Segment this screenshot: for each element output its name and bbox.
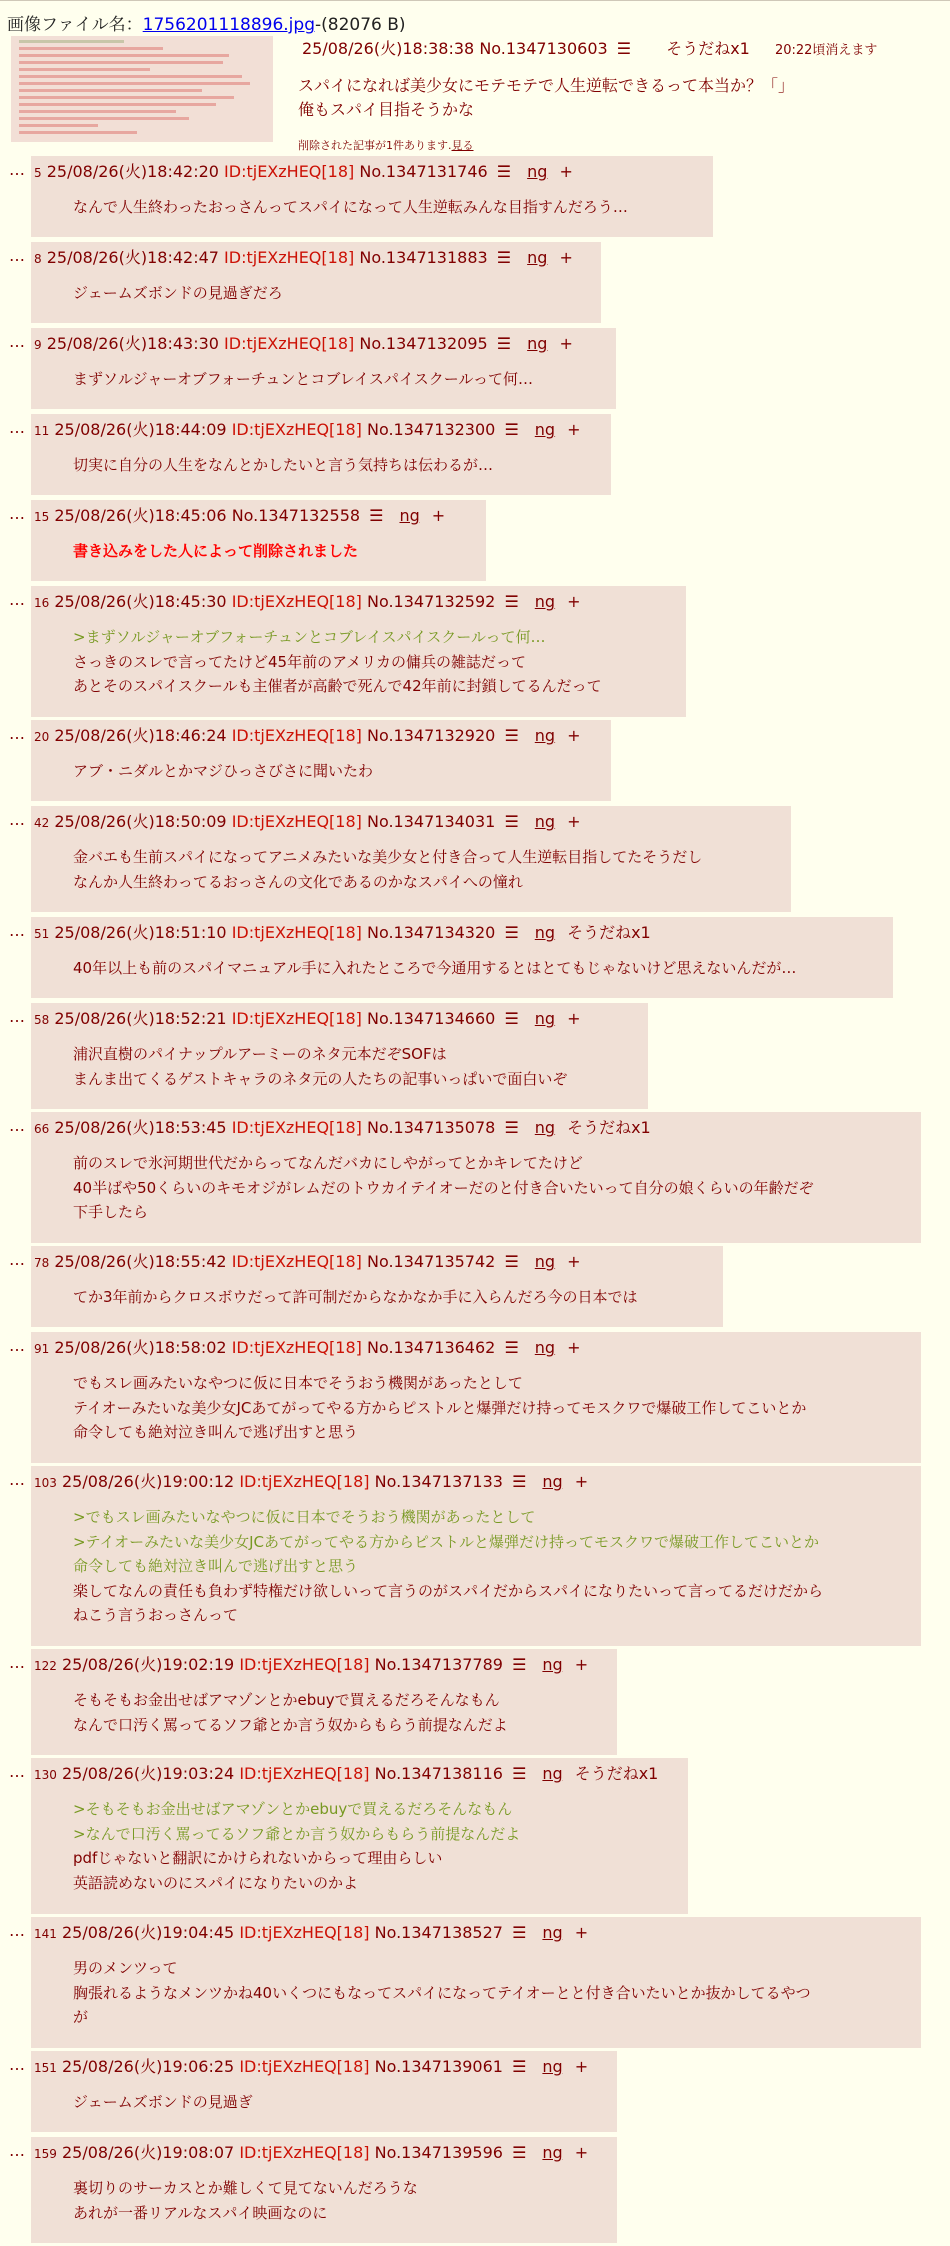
sodane-plus-button[interactable]: + [559,248,573,267]
body-line: あれが一番リアルなスパイ映画なのに [73,2203,328,2222]
file-size: -(82076 B) [315,15,406,35]
sodane-plus-button[interactable]: + [574,1472,589,1491]
ng-button[interactable]: ng [542,1923,563,1942]
reply-date: 25/08/26(火)19:06:25 [62,2057,235,2076]
ng-button[interactable]: ng [527,334,548,353]
reply-number[interactable]: No.1347132558 [231,506,361,525]
reply-box [31,242,601,323]
body-line: テイオーみたいな美少女JCあてがってやる方からピストルと爆弾だけ持ってモスクワで爆破工作してこいとか [73,1398,807,1417]
reply-index: 151 [34,2061,57,2075]
body-line: なんで口汚く罵ってるソフ爺とか言う奴からもらう前提なんだよ [73,1715,508,1734]
sodane-plus-button[interactable]: + [567,1009,581,1028]
reply-number[interactable]: No.1347134320 [366,923,496,942]
reply-menu-icon[interactable]: ☰ [512,1472,527,1491]
file-label: 画像ファイル名： [7,15,143,35]
file-info [7,10,406,35]
op-date: 25/08/26(火)18:38:38 [302,39,475,58]
ng-button[interactable]: ng [542,2143,563,2162]
body-line: 英語読めないのにスパイになりたいのかよ [73,1873,359,1892]
reply-header [34,2054,588,2077]
sodane-plus-button[interactable]: + [567,592,581,611]
reply-post [0,2137,950,2243]
reply-header [34,1249,580,1272]
deleted-note-text: 削除された記事が1件あります. [298,139,452,152]
reply-post [0,1649,950,1755]
reply-dots: … [9,2141,25,2160]
reply-menu-icon[interactable]: ☰ [504,1252,519,1271]
reply-number[interactable]: No.1347139061 [374,2057,503,2076]
reply-date: 25/08/26(火)18:43:30 [46,334,219,353]
reply-dots: … [9,1007,25,1026]
ng-button[interactable]: ng [534,923,556,942]
ng-button[interactable]: ng [534,1252,556,1271]
reply-dots: … [9,1470,25,1489]
body-line: さっきのスレで言ってたけど45年前のアメリカの傭兵の雑誌だって [73,652,527,671]
reply-header [34,1761,658,1784]
body-line: 40半ばや50くらいのキモオジがレムだのトウカイテイオーだのと付き合いたいって自分の娘くらいの年齢だぞ [73,1178,814,1197]
reply-index: 15 [34,510,50,524]
reply-menu-icon[interactable]: ☰ [504,726,519,745]
sodane-plus-button[interactable]: + [567,1252,581,1271]
body-line: 楽してなんの責任も負わず特権だけ欲しいって言うのがスパイだからスパイになりたいって言ってるだけだから [73,1581,824,1600]
body-line: てか3年前からクロスボウだって許可制だからなかなか手に入らんだろ今の日本では [73,1288,638,1306]
reply-header [34,159,573,182]
body-line: 男のメンツって [73,1959,178,1977]
reply-box [31,414,611,495]
reply-id[interactable]: ID:tjEXzHEQ[18] [239,1655,370,1674]
reply-header [34,723,580,746]
quote-line: >そもそもお金出せばアマゾンとかebuyで買えるだろそんなもん [73,1800,513,1818]
reply-dots: … [9,1250,25,1269]
reply-dots: … [9,1921,25,1940]
quote-line: >でもスレ画みたいなやつに仮に日本でそうおう機関があったとして [73,1508,536,1526]
reply-menu-icon[interactable]: ☰ [512,2143,527,2162]
reply-header [34,1115,651,1138]
reply-date: 25/08/26(火)18:50:09 [54,812,227,831]
reply-box [31,1003,648,1109]
reply-dots: … [9,810,25,829]
sodane-plus-button[interactable]: + [567,726,581,745]
reply-dots: … [9,590,25,609]
reply-post [0,1112,950,1243]
body-line: ねこう言うおっさんって [73,1606,239,1624]
ng-button[interactable]: ng [534,420,556,439]
reply-id[interactable]: ID:tjEXzHEQ[18] [231,726,362,745]
reply-date: 25/08/26(火)18:46:24 [54,726,227,745]
sodane-count-button[interactable]: そうだねx1 [567,923,651,942]
ng-button[interactable]: ng [527,248,548,267]
reply-date: 25/08/26(火)18:45:06 [54,506,227,525]
reply-number[interactable]: No.1347132592 [366,592,496,611]
reply-header [34,1335,580,1358]
reply-header [34,1006,580,1029]
reply-id[interactable]: ID:tjEXzHEQ[18] [239,2143,370,2162]
reply-box [31,917,893,998]
quote-line: >なんで口汚く罵ってるソフ爺とか言う奴からもらう前提なんだよ [73,1824,521,1843]
reply-box [31,1758,688,1914]
quote-line: 命令しても絶対泣き叫んで逃げ出すと思う [73,1557,359,1575]
reply-date: 25/08/26(火)19:02:19 [62,1655,235,1674]
sodane-plus-button[interactable]: + [567,420,581,439]
reply-id[interactable]: ID:tjEXzHEQ[18] [239,2057,370,2076]
reply-dots: … [9,418,25,437]
op-header [302,36,877,59]
sodane-plus-button[interactable]: + [567,1338,581,1357]
ng-button[interactable]: ng [534,1118,556,1137]
reply-menu-icon[interactable]: ☰ [496,334,512,353]
reply-id[interactable]: ID:tjEXzHEQ[18] [239,1472,370,1491]
reply-post [0,1758,950,1914]
reply-date: 25/08/26(火)18:45:30 [54,592,227,611]
reply-id[interactable]: ID:tjEXzHEQ[18] [231,1252,362,1271]
reply-index: 130 [34,1768,57,1782]
reply-box [31,2137,617,2243]
reply-number[interactable]: No.1347132300 [366,420,496,439]
reply-box [31,1466,921,1646]
deleted-message: 書き込みをした人によって削除されました [73,542,359,560]
body-line: まずソルジャーオブフォーチュンとコブレイスパイスクールって何… [73,370,533,388]
op-line: スパイになれば美少女にモテモテで人生逆転できるって本当か？「」 [298,76,795,95]
reply-id[interactable]: ID:tjEXzHEQ[18] [239,1764,370,1783]
reply-menu-icon[interactable]: ☰ [369,506,384,525]
reply-index: 16 [34,596,50,610]
body-line: 前のスレで氷河期世代だからってなんだバカにしやがってとかキレてたけど [73,1154,583,1172]
reply-header [34,589,580,612]
ng-button[interactable]: ng [542,1764,563,1783]
reply-post [0,720,950,801]
reply-index: 122 [34,1659,57,1673]
reply-index: 20 [34,730,50,744]
reply-id[interactable]: ID:tjEXzHEQ[18] [224,248,355,267]
reply-date: 25/08/26(火)18:53:45 [54,1118,227,1137]
sodane-plus-button[interactable]: + [574,2057,589,2076]
ng-button[interactable]: ng [399,506,420,525]
reply-id[interactable]: ID:tjEXzHEQ[18] [224,334,355,353]
reply-box [31,1112,921,1243]
reply-menu-icon[interactable]: ☰ [504,1338,519,1357]
body-line: 下手したら [73,1203,149,1221]
op-thumbnail[interactable] [11,36,273,142]
reply-box [31,1649,617,1755]
reply-header [34,245,573,268]
reply-post [0,1917,950,2048]
reply-number[interactable]: No.1347139596 [374,2143,503,2162]
ng-button[interactable]: ng [534,726,556,745]
reply-index: 5 [34,166,42,180]
reply-index: 91 [34,1342,50,1356]
reply-menu-icon[interactable]: ☰ [504,592,519,611]
ng-button[interactable]: ng [534,592,556,611]
reply-date: 25/08/26(火)19:00:12 [62,1472,235,1491]
reply-index: 66 [34,1122,50,1136]
reply-box [31,1332,921,1463]
sodane-plus-button[interactable]: + [574,1655,589,1674]
reply-menu-icon[interactable]: ☰ [512,2057,527,2076]
reply-post [0,586,950,717]
body-line: 金バエも生前スパイになってアニメみたいな美少女と付き合って人生逆転目指してたそうだし [73,848,703,866]
reply-number[interactable]: No.1347132095 [359,334,488,353]
reply-index: 159 [34,2147,57,2161]
reply-number[interactable]: No.1347134660 [366,1009,496,1028]
reply-menu-icon[interactable]: ☰ [512,1655,527,1674]
ng-button[interactable]: ng [534,1009,556,1028]
reply-id[interactable]: ID:tjEXzHEQ[18] [231,1009,362,1028]
reply-box [31,1917,921,2048]
reply-number[interactable]: No.1347138527 [374,1923,503,1942]
reply-post [0,2051,950,2132]
reply-post [0,1003,950,1109]
reply-index: 51 [34,927,50,941]
reply-post [0,1466,950,1646]
reply-dots: … [9,160,25,179]
op-line: 俺もスパイ目指そうかな [298,100,475,119]
reply-menu-icon[interactable]: ☰ [504,1118,519,1137]
reply-date: 25/08/26(火)19:08:07 [62,2143,235,2162]
reply-menu-icon[interactable]: ☰ [504,923,519,942]
body-line: 浦沢直樹のパイナップルアーミーのネタ元本だぞSOFは [73,1045,447,1063]
reply-header [34,2140,588,2163]
body-line: ジェームズボンドの見過ぎだろ [73,284,283,302]
reply-box [31,2051,617,2132]
ng-button[interactable]: ng [534,1338,556,1357]
reply-number[interactable]: No.1347137789 [374,1655,503,1674]
reply-menu-icon[interactable]: ☰ [496,162,512,181]
reply-menu-icon[interactable]: ☰ [512,1923,527,1942]
reply-header [34,417,580,440]
body-line: 胸張れるようなメンツかね40いくつにもなってスパイになってテイオーとと付き合いたいとか抜かしてるやつ [73,1983,811,2002]
reply-box [31,156,713,237]
ng-button[interactable]: ng [527,162,548,181]
body-line: そもそもお金出せばアマゾンとかebuyで買えるだろそんなもん [73,1691,500,1709]
op-expire-text: 20:22頃消えます [774,43,878,58]
body-line: あとそのスパイスクールも主催者が高齢で死んで42年前に封鎖してるんだって [73,677,602,695]
reply-date: 25/08/26(火)19:04:45 [62,1923,235,1942]
sodane-plus-button[interactable]: + [567,812,581,831]
reply-id[interactable]: ID:tjEXzHEQ[18] [231,420,362,439]
reply-dots: … [9,1336,25,1355]
reply-menu-icon[interactable]: ☰ [504,420,519,439]
reply-post [0,500,950,581]
reply-index: 103 [34,1476,57,1490]
body-line: が [73,2008,89,2026]
reply-dots: … [9,246,25,265]
reply-date: 25/08/26(火)18:52:21 [54,1009,227,1028]
body-line: 切実に自分の人生をなんとかしたいと言う気持ちは伝わるが… [73,456,494,474]
reply-header [34,1652,588,1675]
reply-post [0,806,950,912]
reply-header [34,920,651,943]
reply-dots: … [9,1116,25,1135]
reply-date: 25/08/26(火)18:42:47 [46,248,219,267]
reply-box [31,500,486,581]
reply-number[interactable]: No.1347135742 [366,1252,496,1271]
body-line: なんで人生終わったおっさんってスパイになって人生逆転みんな目指すんだろう… [73,198,628,216]
reply-number[interactable]: No.1347131883 [359,248,488,267]
reply-post [0,156,950,237]
reply-number[interactable]: No.1347132920 [366,726,496,745]
body-line: 裏切りのサーカスとか難しくて見てないんだろうな [73,2179,418,2197]
reply-menu-icon[interactable]: ☰ [504,1009,519,1028]
reply-date: 25/08/26(火)18:42:20 [46,162,219,181]
reply-post [0,328,950,409]
quote-line: >テイオーみたいな美少女JCあてがってやる方からピストルと爆弾だけ持ってモスクワで爆破工作してこいとか [73,1532,819,1551]
op-sodane-button[interactable]: そうだねx1 [666,39,750,58]
body-line: でもスレ画みたいなやつに仮に日本でそうおう機関があったとして [73,1374,523,1392]
reply-dots: … [9,2055,25,2074]
deleted-note [298,137,474,153]
reply-dots: … [9,1762,25,1781]
body-line: まんま出てくるゲストキャラのネタ元の人たちの記事いっぱいで面白いぞ [73,1069,568,1088]
sodane-plus-button[interactable]: + [559,334,573,353]
reply-box [31,1246,723,1327]
reply-id[interactable]: ID:tjEXzHEQ[18] [239,1923,370,1942]
reply-index: 11 [34,424,50,438]
reply-post [0,242,950,323]
reply-header [34,331,573,354]
reply-post [0,1246,950,1327]
reply-dots: … [9,1653,25,1672]
reply-id[interactable]: ID:tjEXzHEQ[18] [231,812,362,831]
reply-number[interactable]: No.1347138116 [374,1764,503,1783]
reply-number[interactable]: No.1347131746 [359,162,488,181]
reply-index: 58 [34,1013,50,1027]
reply-date: 25/08/26(火)19:03:24 [62,1764,235,1783]
body-line: 命令しても絶対泣き叫んで逃げ出すと思う [73,1423,359,1441]
op-menu-icon[interactable]: ☰ [616,39,632,58]
reply-box [31,586,686,717]
reply-number[interactable]: No.1347135078 [366,1118,496,1137]
body-line: アブ・ニダルとかマジひっさびさに聞いたわ [73,762,374,780]
reply-box [31,806,791,912]
reply-dots: … [9,724,25,743]
ng-button[interactable]: ng [534,812,556,831]
reply-menu-icon[interactable]: ☰ [512,1764,527,1783]
reply-date: 25/08/26(火)18:51:10 [54,923,227,942]
sodane-plus-button[interactable]: + [574,2143,589,2162]
body-line: pdfじゃないと翻訳にかけられないからって理由らしい [73,1849,443,1867]
quote-line: >まずソルジャーオブフォーチュンとコブレイスパイスクールって何… [73,628,546,646]
deleted-show-link[interactable]: 見る [451,139,474,152]
reply-number[interactable]: No.1347137133 [374,1472,503,1491]
op-number[interactable]: No.1347130603 [479,39,608,58]
ng-button[interactable]: ng [542,1472,563,1491]
reply-index: 141 [34,1927,57,1941]
reply-index: 78 [34,1256,50,1270]
body-line: ジェームズボンドの見過ぎ [73,2093,253,2111]
reply-id[interactable]: ID:tjEXzHEQ[18] [231,1338,362,1357]
reply-post [0,414,950,495]
reply-header [34,1469,588,1492]
reply-post [0,917,950,998]
reply-date: 25/08/26(火)18:58:02 [54,1338,227,1357]
reply-index: 9 [34,338,42,352]
reply-id[interactable]: ID:tjEXzHEQ[18] [231,1118,362,1137]
reply-menu-icon[interactable]: ☰ [496,248,512,267]
sodane-plus-button[interactable]: + [559,162,573,181]
reply-id[interactable]: ID:tjEXzHEQ[18] [231,923,362,942]
op-body [298,74,794,122]
reply-date: 25/08/26(火)18:44:09 [54,420,227,439]
reply-header [34,1920,588,1943]
reply-number[interactable]: No.1347136462 [366,1338,496,1357]
reply-post [0,1332,950,1463]
reply-box [31,328,616,409]
reply-dots: … [9,504,25,523]
reply-dots: … [9,921,25,940]
body-line: 40年以上も前のスパイマニュアル手に入れたところで今通用するとはとてもじゃないけど思えないんだが… [73,959,797,977]
sodane-count-button[interactable]: そうだねx1 [567,1118,651,1137]
reply-index: 8 [34,252,42,266]
ng-button[interactable]: ng [542,1655,563,1674]
reply-id[interactable]: ID:tjEXzHEQ[18] [224,162,355,181]
sodane-plus-button[interactable]: + [431,506,446,525]
reply-dots: … [9,332,25,351]
body-line: なんか人生終わってるおっさんの文化であるのかなスパイへの憧れ [73,872,523,891]
sodane-plus-button[interactable]: + [574,1923,589,1942]
file-link[interactable]: 1756201118896.jpg [142,15,315,35]
reply-number[interactable]: No.1347134031 [366,812,496,831]
reply-id[interactable]: ID:tjEXzHEQ[18] [231,592,362,611]
reply-box [31,720,611,801]
reply-date: 25/08/26(火)18:55:42 [54,1252,227,1271]
ng-button[interactable]: ng [542,2057,563,2076]
reply-header [34,503,445,526]
sodane-count-button[interactable]: そうだねx1 [574,1764,659,1783]
reply-header [34,809,580,832]
reply-index: 42 [34,816,50,830]
top-divider [0,0,950,1]
reply-menu-icon[interactable]: ☰ [504,812,519,831]
